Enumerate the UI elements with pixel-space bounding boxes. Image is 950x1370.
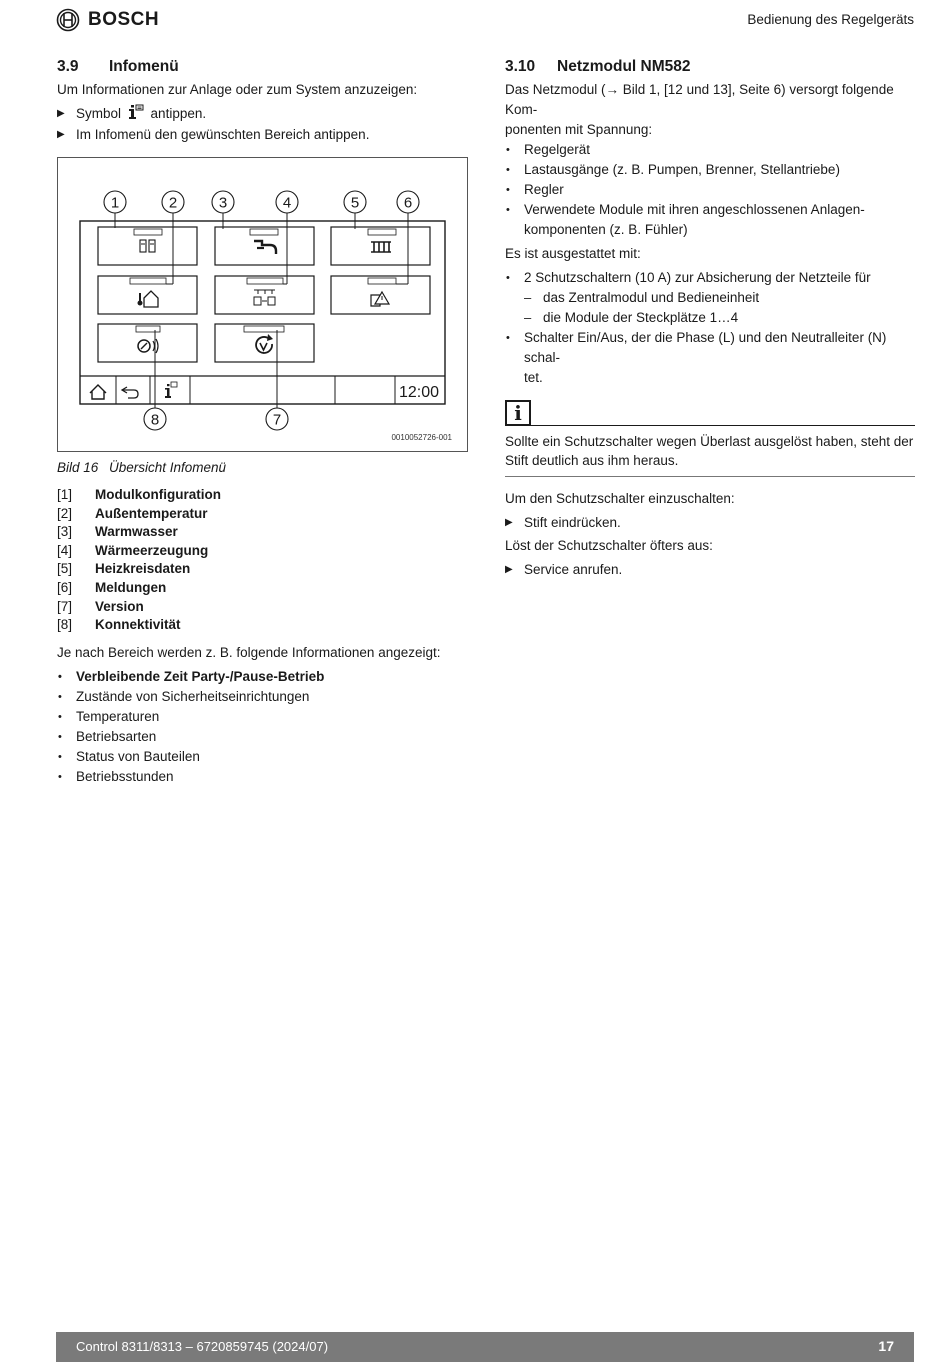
step-tap-symbol (57, 104, 467, 124)
callout-1: 1 (110, 194, 120, 212)
list-item: • Regler (505, 180, 915, 200)
infomenu-figure (57, 157, 468, 452)
note-header (505, 400, 915, 426)
caption-label: Bild 16 (57, 460, 99, 475)
step-tap-area: ▶ Im Infomenü den gewünschten Bereich antippen. (57, 125, 467, 145)
callout-6: 6 (403, 194, 413, 212)
right-column (505, 58, 915, 581)
list-subitem: – die Module der Steckplätze 1…4 (505, 308, 915, 328)
callout-5: 5 (350, 194, 360, 212)
info-intro: Je nach Bereich werden z. B. folgende Informationen angezeigt: (57, 644, 441, 660)
step-press-pin: ▶ Stift eindrücken. (505, 513, 915, 533)
callout-7: 7 (272, 411, 282, 429)
legend-item: [5] Heizkreisdaten (57, 561, 191, 577)
note-rule (531, 424, 915, 426)
netzmodul-intro: Das Netzmodul (→ Bild 1, [12 und 13], Seite 6) versorgt folgende Kom- ponenten mit Spannung: (505, 82, 894, 137)
list-subitem: – das Zentralmodul und Bedieneinheit (505, 288, 915, 308)
list-item: • Lastausgänge (z. B. Pumpen, Brenner, Stellantriebe) (505, 160, 915, 180)
heading-number: 3.9 (57, 58, 79, 75)
list-item: • Regelgerät (505, 140, 915, 160)
list-item: • Verwendete Module mit ihren angeschlossenen Anlagen- komponenten (z. B. Fühler) (505, 200, 915, 240)
clock-time: 12:00 (398, 384, 440, 401)
figure-legend (57, 486, 467, 635)
legend-item: [8] Konnektivität (57, 617, 181, 633)
step-call-service: ▶ Service anrufen. (505, 560, 915, 580)
module-config-icon (140, 240, 155, 252)
info-list (57, 667, 467, 787)
home-icon[interactable] (90, 385, 106, 399)
page-footer (56, 1332, 914, 1362)
list-item: • Betriebsarten (57, 727, 467, 747)
figure-code: 0010052726-001 (391, 433, 452, 442)
list-item: • 2 Schutzschaltern (10 A) zur Absicherung der Netzteile für (505, 268, 915, 288)
list-item: • Verbleibende Zeit Party-/Pause-Betrieb (57, 667, 467, 687)
legend-item: [3] Warmwasser (57, 524, 178, 540)
note-text: Sollte ein Schutzschalter wegen Überlast ausgelöst haben, steht der Stift deutlich aus ihm heraus. (505, 426, 915, 477)
list-item: • Zustände von Sicherheitseinrichtungen (57, 687, 467, 707)
tile-version[interactable] (215, 324, 314, 362)
heading-number: 3.10 (505, 58, 536, 75)
equipped-intro: Es ist ausgestattet mit: (505, 246, 641, 261)
footer-doc-id: Control 8311/8313 – 6720859745 (2024/07) (76, 1339, 329, 1354)
left-column (57, 58, 467, 791)
figure-caption (57, 458, 467, 478)
legend-item: [2] Außentemperatur (57, 505, 208, 521)
legend-item: [1] Modulkonfiguration (57, 487, 221, 502)
equipment-list (505, 268, 915, 388)
list-item: • Betriebsstunden (57, 767, 467, 787)
info-menu-bar-icon[interactable] (165, 382, 177, 398)
list-item: • Status von Bauteilen (57, 747, 467, 767)
bosch-armature-icon (56, 8, 80, 32)
info-note-icon: i (505, 400, 531, 426)
heading-text: Infomenü (109, 58, 179, 75)
messages-warning-icon (371, 292, 389, 306)
page-number: 17 (878, 1338, 894, 1354)
callout-3: 3 (218, 194, 228, 212)
heading-text: Netzmodul NM582 (557, 58, 691, 75)
callout-2: 2 (168, 194, 178, 212)
list-item: • Schalter Ein/Aus, der die Phase (L) und den Neutralleiter (N) schal- tet. (505, 328, 915, 388)
callout-4: 4 (282, 194, 292, 212)
legend-item: [6] Meldungen (57, 579, 167, 595)
tile-connectivity[interactable] (98, 324, 197, 362)
radiator-icon (371, 242, 391, 252)
info-menu-icon (128, 104, 144, 121)
trip-intro: Löst der Schutzschalter öfters aus: (505, 538, 713, 553)
hot-water-tap-icon (254, 241, 276, 254)
heading-netzmodul (505, 58, 915, 76)
heat-generation-icon (254, 290, 275, 305)
back-icon[interactable] (122, 387, 138, 398)
tile-module-config[interactable] (98, 227, 197, 265)
legend-item: [7] Version (57, 598, 144, 614)
infomenu-diagram (58, 158, 467, 451)
caption-text: Übersicht Infomenü (109, 460, 227, 475)
version-icon (256, 334, 273, 353)
intro-text: Um Informationen zur Anlage oder zum System anzuzeigen: (57, 82, 418, 97)
step-text-a: Symbol (76, 106, 122, 121)
callout-8: 8 (150, 411, 160, 429)
brand-name: BOSCH (88, 9, 160, 30)
brand-logo (56, 8, 159, 32)
tile-heat-generation[interactable] (215, 276, 314, 314)
heading-infomenu (57, 58, 467, 76)
switch-intro: Um den Schutzschalter einzuschalten: (505, 491, 735, 506)
list-item: • Temperaturen (57, 707, 467, 727)
legend-item: [4] Wärmeerzeugung (57, 542, 209, 558)
section-title: Bedienung des Regelgeräts (747, 12, 914, 27)
step-text-b: antippen. (150, 106, 207, 121)
supply-list (505, 140, 915, 240)
tile-heating-circuit[interactable] (331, 227, 430, 265)
outdoor-temperature-icon (138, 291, 159, 307)
